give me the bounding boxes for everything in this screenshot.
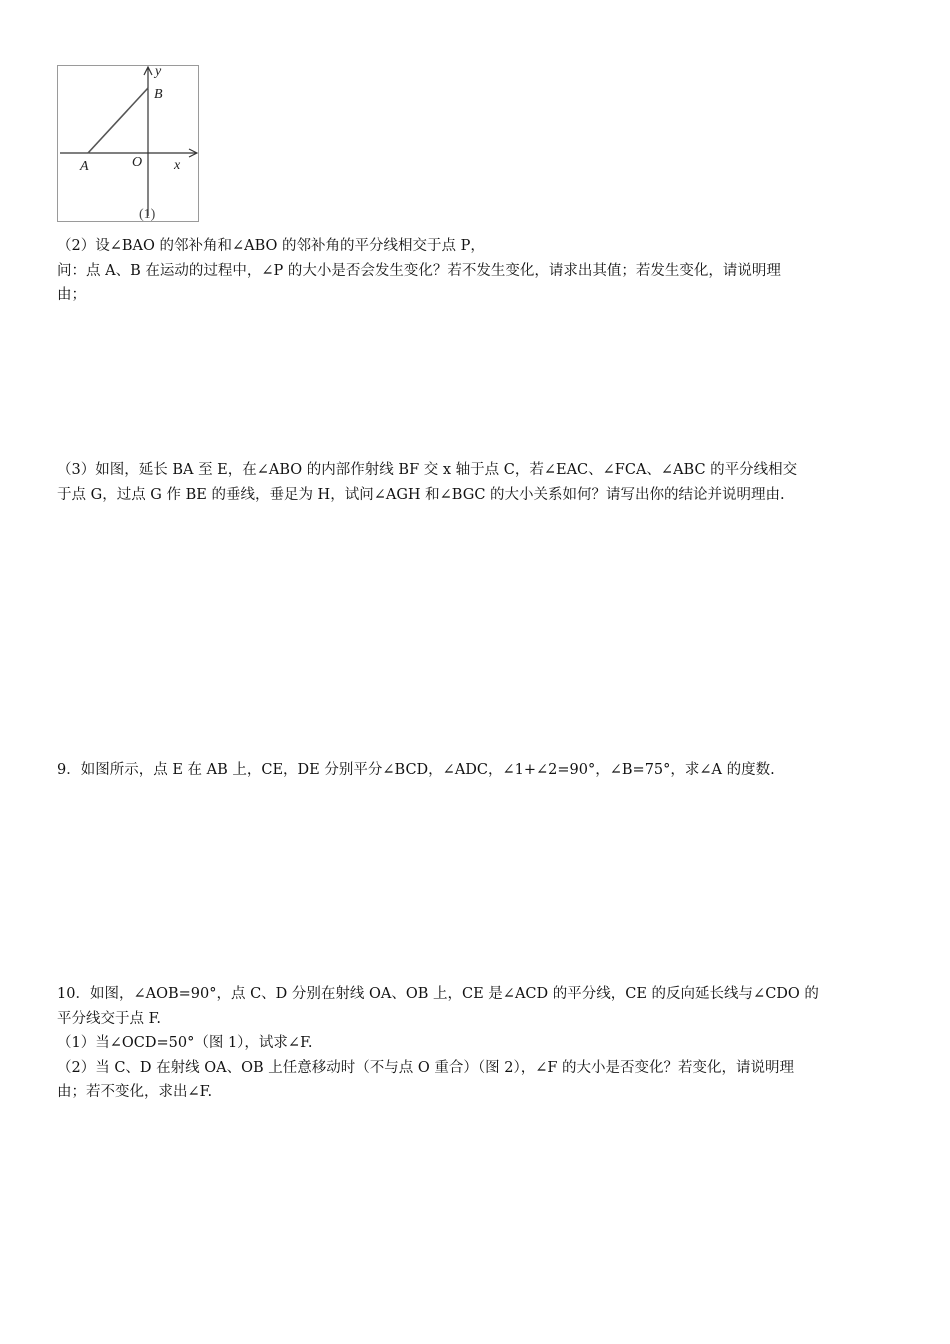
text-line: 10．如图，∠AOB=90°，点 C、D 分别在射线 OA、OB 上，CE 是∠ACD 的平分线，CE 的反向延长线与∠CDO 的 [57, 986, 819, 1002]
point-a-label: A [80, 159, 89, 174]
text-line: 9．如图所示，点 E 在 AB 上，CE，DE 分别平分∠BCD，∠ADC，∠1+∠2=90°，∠B=75°，求∠A 的度数. [57, 762, 775, 778]
point-b-label: B [154, 87, 163, 102]
text-line: 于点 G，过点 G 作 BE 的垂线，垂足为 H，试问∠AGH 和∠BGC 的大小关系如何？请写出你的结论并说明理由. [57, 486, 785, 503]
figure-caption: (1) [139, 207, 156, 221]
text-line: （2）设∠BAO 的邻补角和∠ABO 的邻补角的平分线相交于点 P， [57, 238, 485, 254]
question-10 [57, 982, 897, 1105]
question-part-3 [57, 458, 897, 507]
text-line: （3）如图，延长 BA 至 E，在∠ABO 的内部作射线 BF 交 x 轴于点 C，若∠EAC、∠FCA、∠ABC 的平分线相交 [57, 462, 798, 478]
coordinate-figure-svg [58, 66, 198, 221]
coordinate-figure [57, 65, 199, 222]
question-part-2 [57, 234, 897, 308]
text-line: 问：点 A、B 在运动的过程中，∠P 的大小是否会发生变化？若不发生变化，请求出其值；若发生变化，请说明理 [57, 262, 781, 279]
question-9 [57, 758, 897, 783]
text-line: 平分线交于点 F. [57, 1010, 162, 1027]
text-line: 由；若不变化，求出∠F. [57, 1084, 213, 1100]
text-line: （2）当 C、D 在射线 OA、OB 上任意移动时（不与点 O 重合）（图 2），∠F 的大小是否变化？若变化，请说明理 [57, 1059, 795, 1076]
segment-ab [88, 88, 148, 153]
origin-label: O [132, 155, 143, 170]
text-line: 由； [57, 287, 86, 303]
y-axis-label: y [155, 66, 162, 79]
x-axis-label: x [174, 158, 181, 173]
text-line: （1）当∠OCD=50°（图 1），试求∠F. [57, 1035, 313, 1051]
